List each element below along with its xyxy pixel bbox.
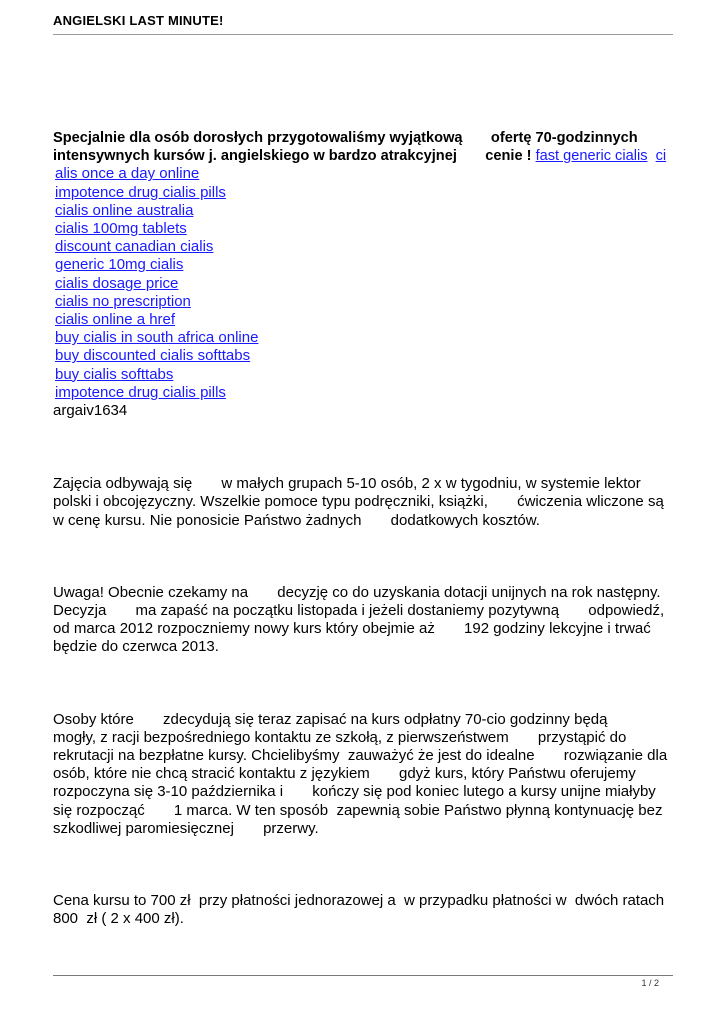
link-item[interactable]: alis once a day online	[55, 165, 200, 183]
paragraph-enrollment: Osoby które zdecydują się teraz zapisać na kurs odpłatny 70-cio godzinny będą mogły, z racji bezpośredniego kontaktu ze szkołą, z pierwszeństwem przystąpić do rekrutacji na bezpłatne kursy. Chcielibyśmy zauważyć że jest do idealne rozwiązanie dla osób, które nie chcą stracić kontaktu z językiem gdyż kurs, który Państwu oferujemy rozpoczyna się 3-10 października i kończy się pod koniec lutego a kursy unijne miałyby się rozpocząć 1 marca. W ten sposób zapewnią sobie Państwo płynną kontynuację bez szkodliwej paromiesięcznej przerwy.	[53, 710, 672, 837]
tag-text: argaiv1634	[53, 402, 128, 420]
link-item[interactable]: impotence drug cialis pills	[55, 383, 226, 401]
paragraph-price: Cena kursu to 700 zł przy płatności jednorazowej a w przypadku płatności w dwóch ratach 800 zł ( 2 x 400 zł).	[53, 892, 669, 928]
link-item[interactable]: impotence drug cialis pills	[55, 183, 226, 201]
intro-paragraph	[53, 129, 678, 165]
footer-divider	[53, 975, 673, 976]
inline-link[interactable]: fast generic cialis	[535, 148, 648, 165]
link-item[interactable]: generic 10mg cialis	[55, 256, 184, 274]
link-item[interactable]: cialis online australia	[55, 201, 194, 219]
paragraph-classes: Zajęcia odbywają się w małych grupach 5-10 osób, 2 x w tygodniu, w systemie lektor polski i obcojęzyczny. Wszelkie pomoce typu podręczniki, książki, ćwiczenia wliczone są w cenę kursu. Nie ponosicie Państwo żadnych dodatkowych kosztów.	[53, 475, 668, 529]
document-body	[53, 129, 678, 929]
paragraph-notice: Uwaga! Obecnie czekamy na decyzję co do uzyskania dotacji unijnych na rok następny. Decyzja ma zapaść na początku listopada i jeżeli dostaniemy pozytywną odpowiedź, od marca 2012 rozpoczniemy nowy kurs który obejmie aż 192 godziny lekcyjne i trwać będzie do czerwca 2013.	[53, 583, 669, 656]
link-item[interactable]: cialis dosage price	[55, 274, 179, 292]
link-item[interactable]: discount canadian cialis	[55, 238, 214, 256]
link-item[interactable]: cialis 100mg tablets	[55, 220, 187, 238]
link-item[interactable]: cialis no prescription	[55, 292, 191, 310]
link-item[interactable]: cialis online a href	[55, 311, 176, 329]
link-item[interactable]: buy discounted cialis softtabs	[55, 347, 251, 365]
intro-text: Specjalnie dla osób dorosłych przygotowaliśmy wyjątkową ofertę 70-godzinnych intensywnych kursów j. angielskiego w bardzo atrakcyjnej cenie !	[53, 130, 642, 165]
link-list	[53, 165, 678, 402]
link-item[interactable]: buy cialis in south africa online	[55, 329, 259, 347]
document-header	[53, 13, 673, 35]
inline-link-tail[interactable]: ci	[655, 148, 667, 165]
page-number: 1 / 2	[641, 978, 659, 988]
link-item[interactable]: buy cialis softtabs	[55, 365, 174, 383]
header-title: ANGIELSKI LAST MINUTE!	[53, 13, 224, 28]
